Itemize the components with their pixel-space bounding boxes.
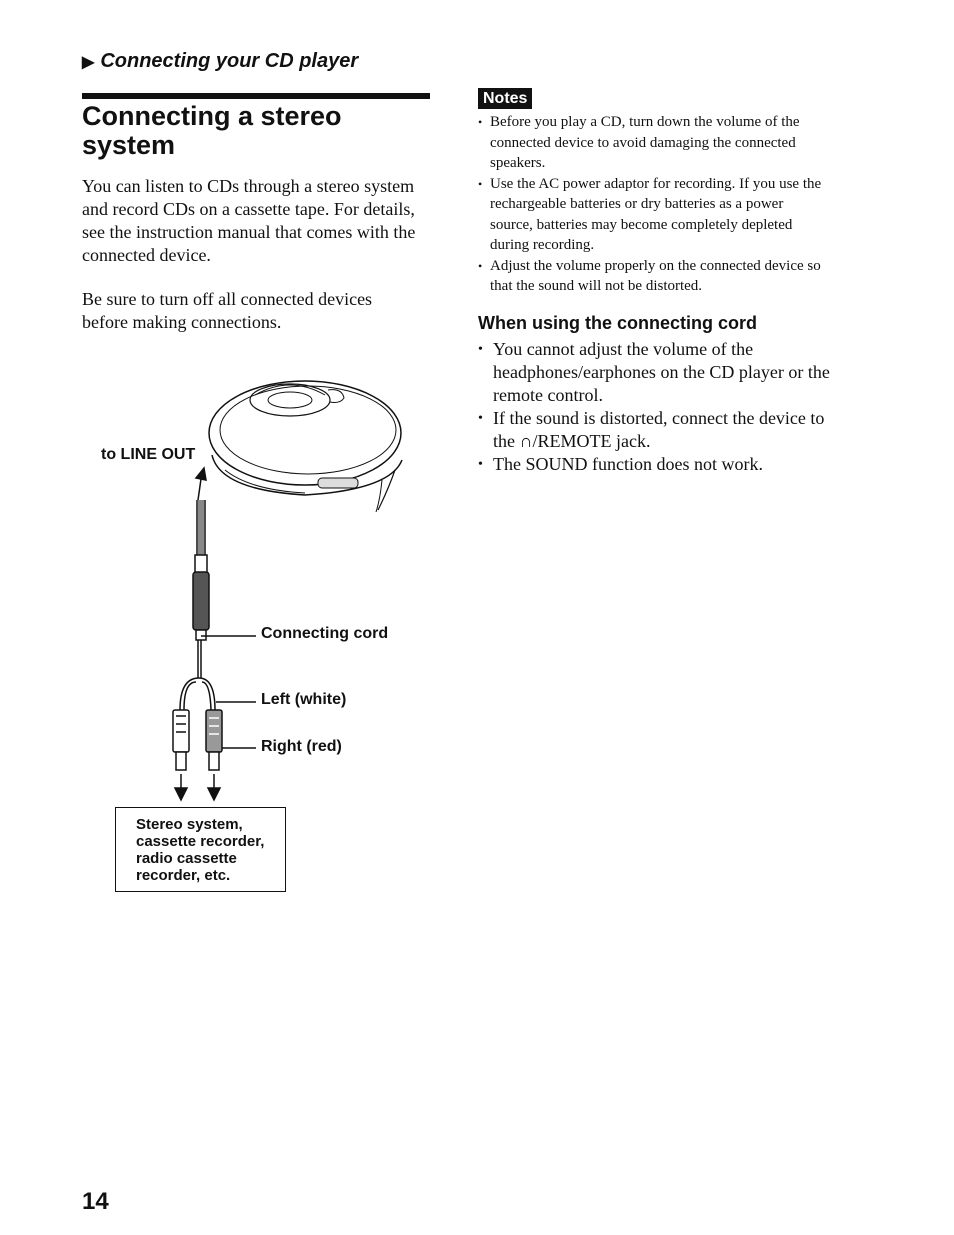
page-number: 14 <box>82 1188 109 1215</box>
stereo-mini-plug <box>193 468 209 640</box>
list-item: • Before you play a CD, turn down the volume of the connected device to avoid damaging the connected speakers. <box>478 112 828 174</box>
section-header <box>82 50 358 73</box>
list-item: • You cannot adjust the volume of the headphones/earphones on the CD player or the remote control. <box>478 338 833 407</box>
notes-badge: Notes <box>478 88 532 109</box>
list-item: • If the sound is distorted, connect the device to the ∩/REMOTE jack. <box>478 407 833 453</box>
page-title: Connecting a stereo system <box>82 101 342 160</box>
stereo-system-box: Stereo system, cassette recorder, radio cassette recorder, etc. <box>115 807 286 892</box>
cord-heading: When using the connecting cord <box>478 313 757 333</box>
list-item: • Adjust the volume properly on the connected device so that the sound will not be distorted. <box>478 256 828 297</box>
caution-paragraph: Be sure to turn off all connected devices before making connections. <box>82 289 373 332</box>
section-header-text: Connecting your CD player <box>100 50 359 72</box>
triangle-icon: ▶ <box>82 54 95 71</box>
pin-plugs <box>173 710 222 770</box>
connecting-cord-label: Connecting cord <box>261 625 389 642</box>
intro-paragraph: You can listen to CDs through a stereo system and record CDs on a cassette tape. For details, see the instruction manual that comes with the connected device. <box>82 176 416 265</box>
down-arrows <box>175 774 220 800</box>
left-white-label: Left (white) <box>261 691 347 708</box>
connection-diagram <box>60 360 420 810</box>
cd-player-illustration <box>209 381 402 512</box>
notes-list <box>478 112 828 297</box>
list-item: • Use the AC power adaptor for recording. If you use the rechargeable batteries or dry batteries as a power source, batteries may become completely depleted during recording. <box>478 174 828 256</box>
line-out-label: to LINE OUT <box>101 446 196 463</box>
title-rule <box>82 93 430 99</box>
right-red-label: Right (red) <box>261 738 342 755</box>
list-item: • The SOUND function does not work. <box>478 453 833 476</box>
cord-list <box>478 338 833 476</box>
